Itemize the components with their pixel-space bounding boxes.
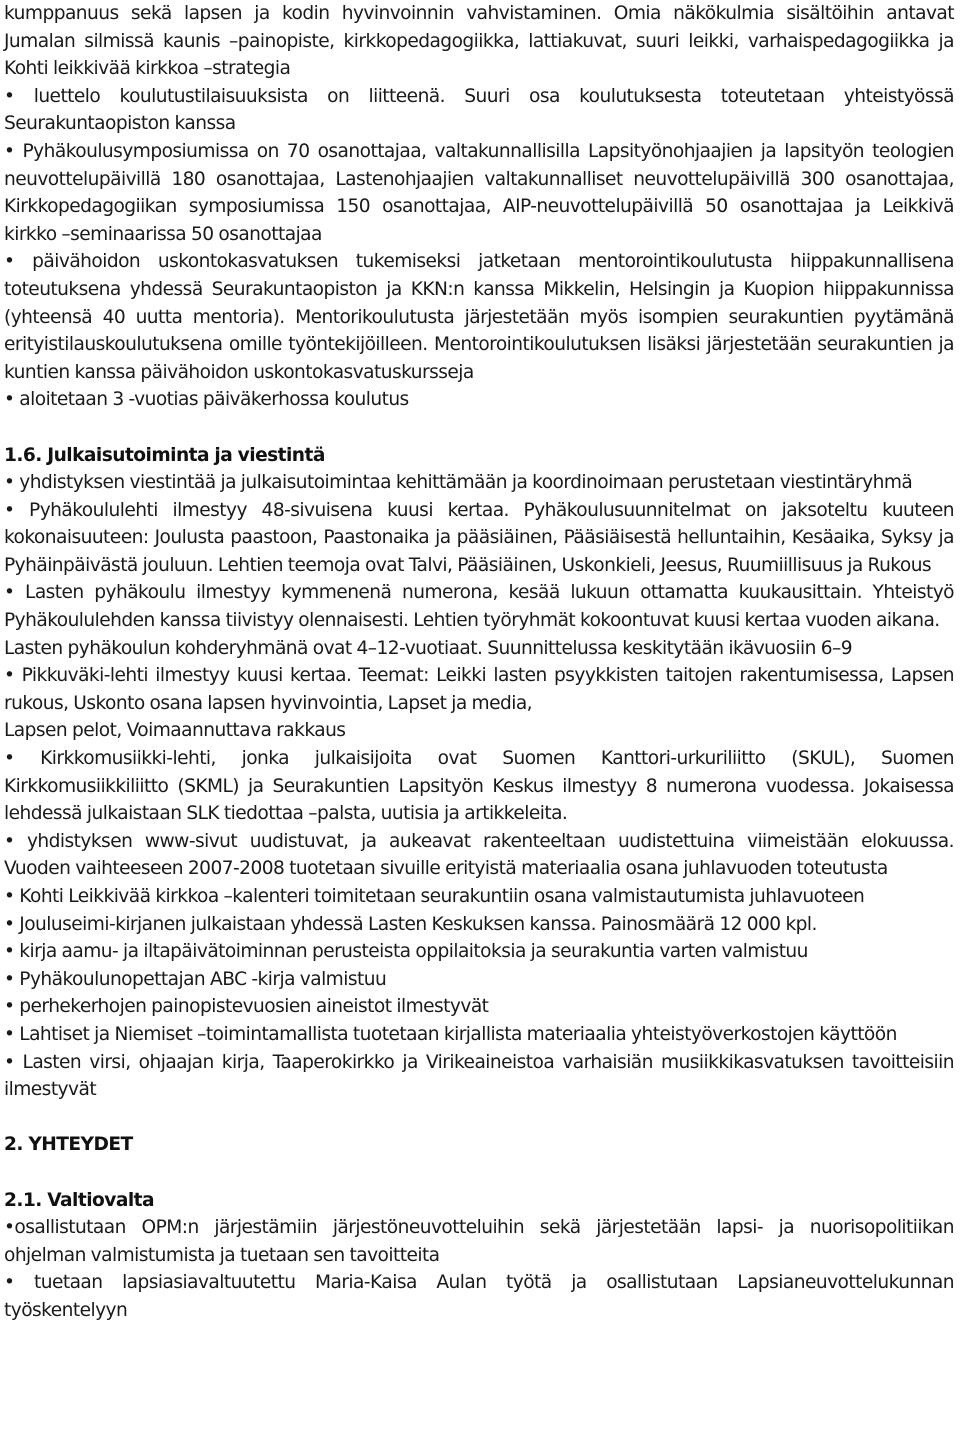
list-item-pyhakoululehti: • Pyhäkoululehti ilmestyy 48-sivuisena kuusi kertaa. Pyhäkoulusuunnitelmat on jaksoteltu kuuteen kokonaisuuteen: Joulusta paastoon, Paastonaika ja pääsiäinen, Pääsiäisestä helluntaihin, Kesäaika, Syksy ja Pyhäinpäivästä jouluun. Lehtien teemoja ovat Talvi, Pääsiäinen, Uskonkieli, Jeesus, Ruumiillisuus ja Rukous bbox=[4, 499, 954, 576]
list-item-symposium-participants: • Pyhäkoulusymposiumissa on 70 osanottajaa, valtakunnallisilla Lapsityönohjaajien ja lapsityön teologien neuvottelupäivillä 180 osanottajaa, Lastenohjaajien valtakunnalliset neuvottelupäivillä 300 osanottajaa, Kirkkopedagogiikan symposiumissa 150 osanottajaa, AIP-neuvottelupäivillä 50 osanottajaa ja Leikkivä kirkko –seminaarissa 50 osanottajaa bbox=[4, 140, 954, 245]
list-item-lahtiset-niemiset: • Lahtiset ja Niemiset –toimintamallista tuotetaan kirjallista materiaalia yhteistyöverkostojen käyttöön bbox=[4, 1023, 897, 1045]
list-item-abc-book: • Pyhäkoulunopettajan ABC -kirja valmistuu bbox=[4, 968, 387, 990]
list-item-lasten-virsi: • Lasten virsi, ohjaajan kirja, Taaperokirkko ja Virikeaineistoa varhaisiän musiikkikasvatuksen tavoitteisiin ilmestyvät bbox=[4, 1051, 954, 1101]
list-item-website: • yhdistyksen www-sivut uudistuvat, ja aukeavat rakenteeltaan uudistettuina viimeistään elokuussa. Vuoden vaihteeseen 2007-2008 tuotetaan sivuille erityistä materiaalia osana juhlavuoden toteutusta bbox=[4, 830, 954, 880]
list-item-afternoon-book: • kirja aamu- ja iltapäivätoiminnan perusteista oppilaitoksia ja seurakuntia varten valmistuu bbox=[4, 941, 808, 963]
list-item-kirkkomusiikki: • Kirkkomusiikki-lehti, jonka julkaisijoita ovat Suomen Kanttori-urkuriliitto (SKUL), Suomen Kirkkomusiikkiliitto (SKML) ja Seurakuntien Lapsityön Keskus ilmestyy 8 numerona vuodessa. Jokaisessa lehdessä julkaistaan SLK tiedottaa –palsta, uutisia ja artikkeleita. bbox=[4, 748, 954, 825]
section-heading-publishing: 1.6. Julkaisutoiminta ja viestintä bbox=[4, 444, 325, 466]
paragraph-target-group: Lasten pyhäkoulun kohderyhmänä ovat 4–12-vuotiaat. Suunnittelussa keskitytään ikävuosiin 6–9 bbox=[4, 637, 853, 659]
list-item-jouluseimi: • Jouluseimi-kirjanen julkaistaan yhdessä Lasten Keskuksen kanssa. Painosmäärä 12 000 kpl. bbox=[4, 913, 817, 935]
list-item-communication-group: • yhdistyksen viestintää ja julkaisutoimintaa kehittämään ja koordinoimaan perustetaan viestintäryhmä bbox=[4, 472, 913, 494]
paragraph-pikkuvaki-continued: Lapsen pelot, Voimaannuttava rakkaus bbox=[4, 720, 346, 742]
list-item-pikkuvaki: • Pikkuväki-lehti ilmestyy kuusi kertaa. Teemat: Leikki lasten psyykkisten taitojen rakentumisessa, Lapsen rukous, Uskonto osana lapsen hyvinvointia, Lapset ja media, bbox=[4, 665, 954, 714]
list-item-calendar: • Kohti Leikkivää kirkkoa –kalenteri toimitetaan seurakuntiin osana valmistautumista juhlavuoteen bbox=[4, 886, 865, 907]
section-heading-government: 2.1. Valtiovalta bbox=[4, 1189, 154, 1211]
list-item-three-year-olds: • aloitetaan 3 -vuotias päiväkerhossa koulutus bbox=[4, 389, 409, 411]
list-item-mentoring-training: • päivähoidon uskontokasvatuksen tukemiseksi jatketaan mentorointikoulutusta hiippakunnallisena toteutuksena yhdessä Seurakuntaopiston ja KKN:n kanssa Mikkelin, Helsingin ja Kuopion hiippakunnissa (yhteensä 40 uutta mentoria). Mentorikoulutusta järjestetään myös isompien seurakuntien pyytämänä erityistilauskoulutuksena omille työntekijöilleen. Mentorointikoulutuksen lisäksi järjestetään seurakuntien ja kuntien kanssa päivähoidon uskontokasvatuskursseja bbox=[4, 251, 954, 383]
list-item-training-events: • luettelo koulutustilaisuuksista on liitteenä. Suuri osa koulutuksesta toteutetaan yhteistyössä Seurakuntaopiston kanssa bbox=[4, 85, 954, 135]
list-item-ombudsman: • tuetaan lapsiasiavaltuutettu Maria-Kaisa Aulan työtä ja osallistutaan Lapsianeuvottelukunnan työskentelyyn bbox=[4, 1272, 954, 1321]
list-item-family-club-materials: • perhekerhojen painopistevuosien aineistot ilmestyvät bbox=[4, 996, 489, 1018]
list-item-lasten-pyhakoulu: • Lasten pyhäkoulu ilmestyy kymmenenä numerona, kesää lukuun ottamatta kuukausittain. Yhteistyö Pyhäkoululehden kanssa tiivistyy olennaisesti. Lehtien työryhmät kokoontuvat kuusi kertaa vuoden aikana. bbox=[4, 582, 954, 632]
section-heading-contacts: 2. YHTEYDET bbox=[4, 1134, 133, 1156]
paragraph-intro: kumppanuus sekä lapsen ja kodin hyvinvoinnin vahvistaminen. Omia näkökulmia sisältöihin antavat Jumalan silmissä kaunis –painopiste, kirkkopedagogiikka, lattiakuvat, suuri leikki, varhaispedagogiikka ja Kohti leikkivää kirkkoa –strategia bbox=[4, 3, 954, 80]
list-item-opm-negotiations: •osallistutaan OPM:n järjestämiin järjestöneuvotteluihin sekä järjestetään lapsi- ja nuorisopolitiikan ohjelman valmistumista ja tuetaan sen tavoitteita bbox=[4, 1217, 954, 1266]
